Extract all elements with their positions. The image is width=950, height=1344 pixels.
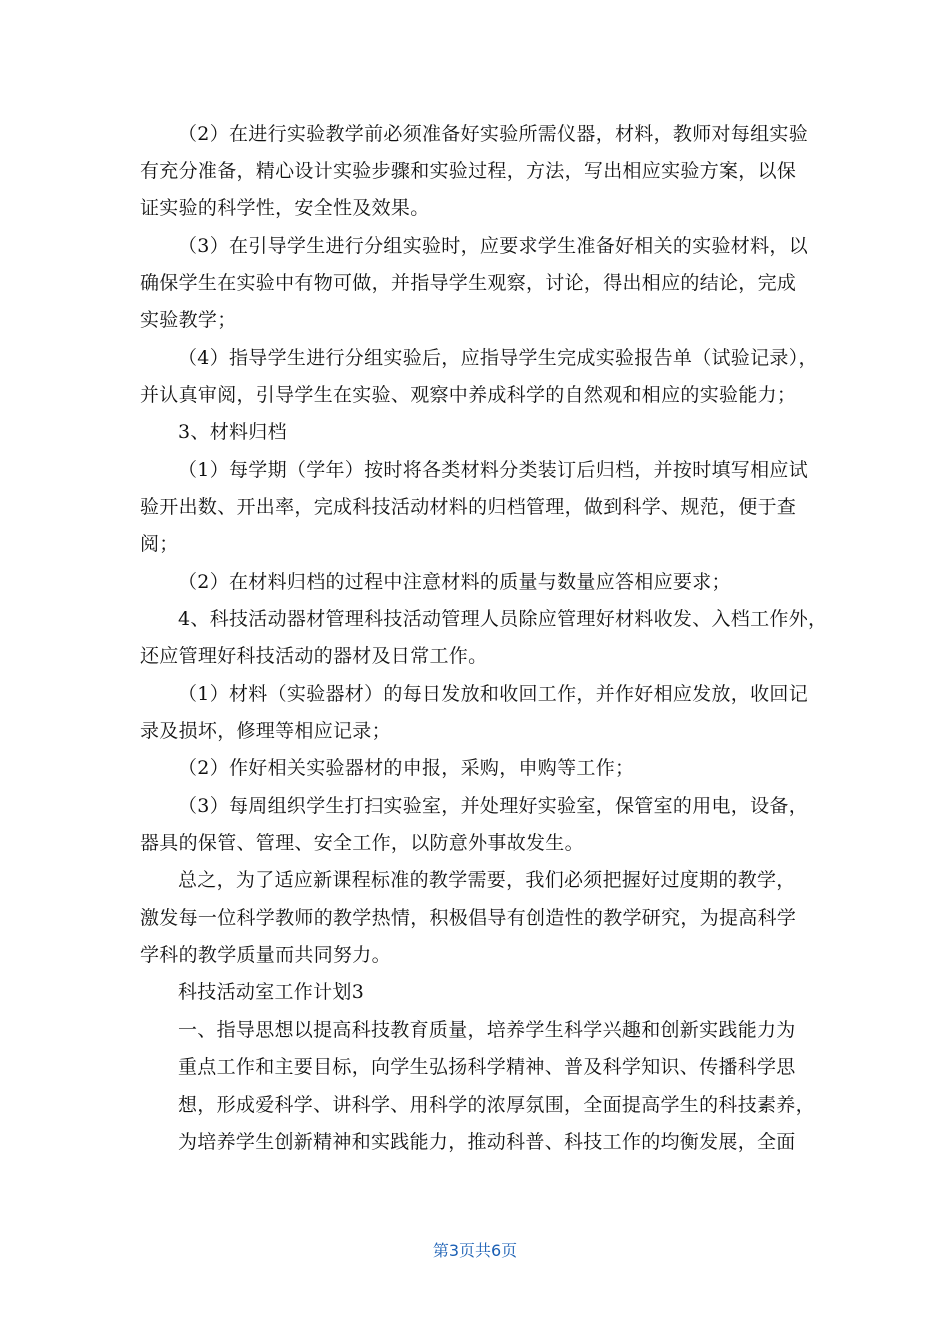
section-heading: 3、材料归档 xyxy=(178,421,287,443)
text-line: 总之，为了适应新课程标准的教学需要，我们必须把握好过度期的教学， xyxy=(178,869,796,891)
text-line: 想，形成爱科学、讲科学、用科学的浓厚氛围，全面提高学生的科技素养， xyxy=(178,1094,815,1116)
text-line: 激发每一位科学教师的教学热情，积极倡导有创造性的教学研究，为提高科学 xyxy=(140,907,797,929)
text-line: 还应管理好科技活动的器材及日常工作。 xyxy=(140,645,488,667)
section-title: 科技活动室工作计划3 xyxy=(178,981,365,1003)
section-heading: 4、科技活动器材管理科技活动管理人员除应管理好材料收发、入档工作外， xyxy=(178,608,828,630)
text-line: 并认真审阅，引导学生在实验、观察中养成科学的自然观和相应的实验能力； xyxy=(140,384,797,406)
text-line: （4）指导学生进行分组实验后，应指导学生完成实验报告单（试验记录）， xyxy=(178,347,818,369)
text-line: 为培养学生创新精神和实践能力，推动科普、科技工作的均衡发展，全面 xyxy=(178,1131,796,1153)
text-line: 重点工作和主要目标，向学生弘扬科学精神、普及科学知识、传播科学思 xyxy=(178,1056,796,1078)
text-line: 学科的教学质量而共同努力。 xyxy=(140,944,391,966)
text-line: （3）每周组织学生打扫实验室，并处理好实验室，保管室的用电，设备， xyxy=(178,795,808,817)
text-line: （2）作好相关实验器材的申报，采购，申购等工作； xyxy=(178,757,635,779)
text-line: 器具的保管、管理、安全工作，以防意外事故发生。 xyxy=(140,832,584,854)
text-line: 证实验的科学性，安全性及效果。 xyxy=(140,197,430,219)
text-line: （2）在进行实验教学前必须准备好实验所需仪器，材料，教师对每组实验 xyxy=(178,123,808,145)
text-line: （1）材料（实验器材）的每日发放和收回工作，并作好相应发放，收回记 xyxy=(178,683,808,705)
text-line: 实验教学； xyxy=(140,309,237,331)
text-line: 阅； xyxy=(140,533,179,555)
text-line: 确保学生在实验中有物可做，并指导学生观察，讨论，得出相应的结论，完成 xyxy=(140,272,797,294)
text-line: （3）在引导学生进行分组实验时，应要求学生准备好相关的实验材料，以 xyxy=(178,235,808,257)
text-line: 一、指导思想以提高科技教育质量，培养学生科学兴趣和创新实践能力为 xyxy=(178,1019,796,1041)
text-line: （2）在材料归档的过程中注意材料的质量与数量应答相应要求； xyxy=(178,571,731,593)
text-line: 验开出数、开出率，完成科技活动材料的归档管理，做到科学、规范，便于查 xyxy=(140,496,797,518)
text-line: 录及损坏，修理等相应记录； xyxy=(140,720,391,742)
text-line: （1）每学期（学年）按时将各类材料分类装订后归档，并按时填写相应试 xyxy=(178,459,808,481)
page-number: 第3页共6页 xyxy=(432,1241,518,1260)
text-line: 有充分准备，精心设计实验步骤和实验过程，方法，写出相应实验方案，以保 xyxy=(140,160,797,182)
